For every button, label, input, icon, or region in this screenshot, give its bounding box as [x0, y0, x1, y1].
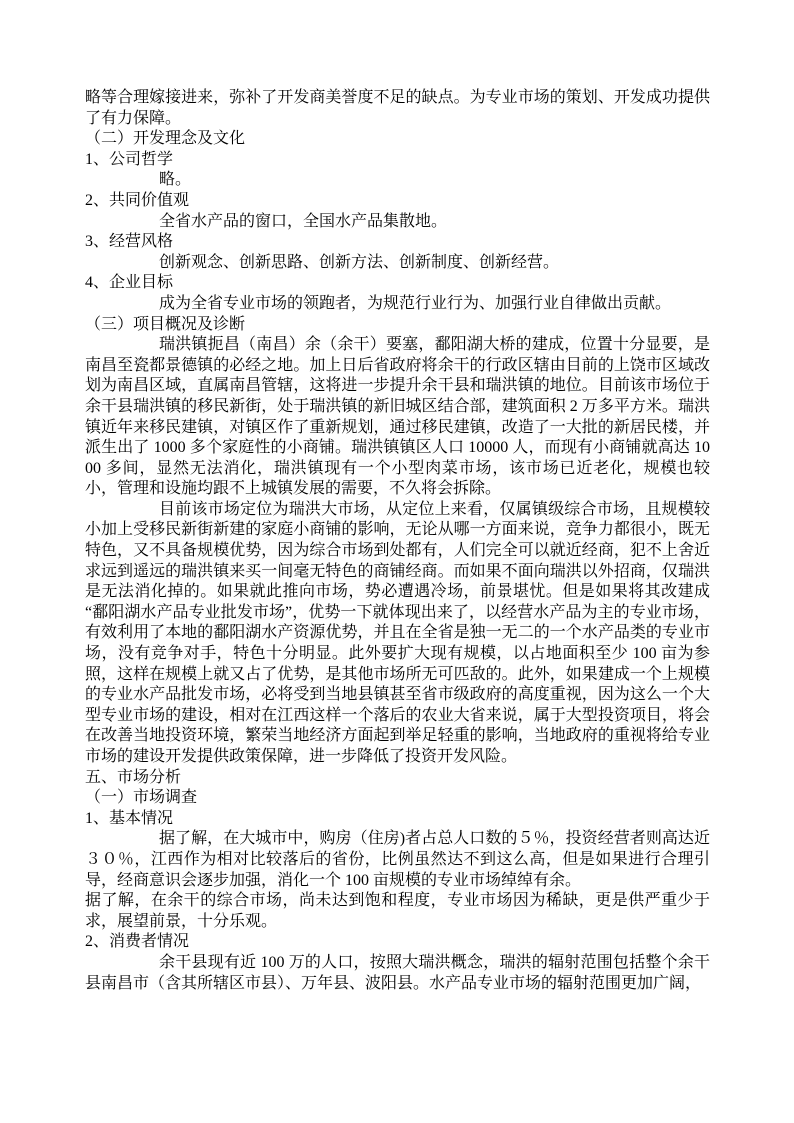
heading-chapter-5: 五、市场分析 — [85, 768, 182, 786]
paragraph-consumer-info: 余干县现有近 100 万的人口，按照大瑞洪概念，瑞洪的辐射范围包括整个余干县南昌市（含其所辖区市县）、万年县、波阳县。水产品专业市场的辐射范围更加广阔， — [85, 953, 710, 992]
paragraph-basic-info: 据了解，在大城市中，购房（住房)者占总人口数的５％，投资经营者则高达近３０％，江西作为相对比较落后的省份，比例虽然达不到这么高，但是如果进行合理引导，经商意识会逐步加强，消化一个 100 亩规模的专业市场绰绰有余。 — [85, 830, 710, 889]
heading-section-3: （三）项目概况及诊断 — [85, 315, 246, 333]
paragraph-project-overview: 瑞洪镇扼昌（南昌）余（余干）要塞，鄱阳湖大桥的建成，位置十分显要，是南昌至瓷都景德镇的必经之地。加上日后省政府将余干的行政区辖由目前的上饶市区域改划为南昌区域，直属南昌管辖，这将进一步提升余干县和瑞洪镇的地位。目前该市场位于余干县瑞洪镇的移民新街，处于瑞洪镇的新旧城区结合部，建筑面积 2 万多平方米。瑞洪镇近年来移民建镇，对镇区作了重新规划，通过移民建镇，改造了一大批的新居民楼，并派生出了 1000 多个家庭性的小商铺。瑞洪镇镇区人口 10000 人，而现有小商铺就高达 1000 多间，显然无法消化，瑞洪镇现有一个小型肉菜市场，该市场已近老化，规模也较小，管理和设施均跟不上城镇发展的需要，不久将会拆除。 — [85, 336, 710, 498]
heading-item-2: 2、共同价值观 — [85, 191, 190, 209]
document-body — [85, 88, 710, 994]
paragraph: 创新观念、创新思路、创新方法、创新制度、创新经营。 — [159, 253, 560, 271]
paragraph: 成为全省专业市场的领跑者，为规范行业行为、加强行业自律做出贡献。 — [159, 294, 672, 312]
heading-section-2: （二）开发理念及文化 — [85, 130, 246, 148]
heading-item-3: 3、经营风格 — [85, 233, 174, 251]
paragraph-continuation: 略等合理嫁接进来，弥补了开发商美誉度不足的缺点。为专业市场的策划、开发成功提供了有力保障。 — [85, 89, 710, 127]
paragraph-yugan-market: 据了解，在余干的综合市场，尚未达到饱和程度，专业市场因为稀缺，更是供严重少于求，展望前景，十分乐观。 — [85, 892, 710, 930]
heading-item-1: 1、公司哲学 — [85, 150, 174, 168]
heading-consumer-info: 2、消费者情况 — [85, 933, 190, 951]
paragraph: 全省水产品的窗口，全国水产品集散地。 — [159, 212, 448, 230]
heading-section-1: （一）市场调查 — [85, 789, 198, 807]
heading-item-4: 4、企业目标 — [85, 274, 174, 292]
heading-basic-info: 1、基本情况 — [85, 809, 174, 827]
paragraph: 略。 — [159, 171, 192, 189]
paragraph-market-positioning: 目前该市场定位为瑞洪大市场，从定位上来看，仅属镇级综合市场，且规模较小加上受移民新街新建的家庭小商铺的影响，无论从哪一方面来说，竞争力都很小，既无特色，又不具备规模优势，因为综合市场到处都有，人们完全可以就近经商，犯不上舍近求远到遥远的瑞洪镇来买一间毫无特色的商铺经商。而如果不面向瑞洪以外招商，仅瑞洪是无法消化掉的。如果就此推向市场，势必遭遇冷场，前景堪忧。但是如果将其改建成“鄱阳湖水产品专业批发市场”，优势一下就体现出来了，以经营水产品为主的专业市场，有效利用了本地的鄱阳湖水产资源优势，并且在全省是独一无二的一个水产品类的专业市场，没有竞争对手，特色十分明显。此外要扩大现有规模，以占地面积至少 100 亩为参照，这样在规模上就又占了优势，是其他市场所无可匹敌的。此外，如果建成一个上规模的专业水产品批发市场，必将受到当地县镇甚至省市级政府的高度重视，因为这么一个大型专业市场的建设，相对在江西这样一个落后的农业大省来说，属于大型投资项目，将会在改善当地投资环境，繁荣当地经济方面起到举足轻重的影响，当地政府的重视将给专业市场的建设开发提供政策保障，进一步降低了投资开发风险。 — [85, 500, 710, 765]
